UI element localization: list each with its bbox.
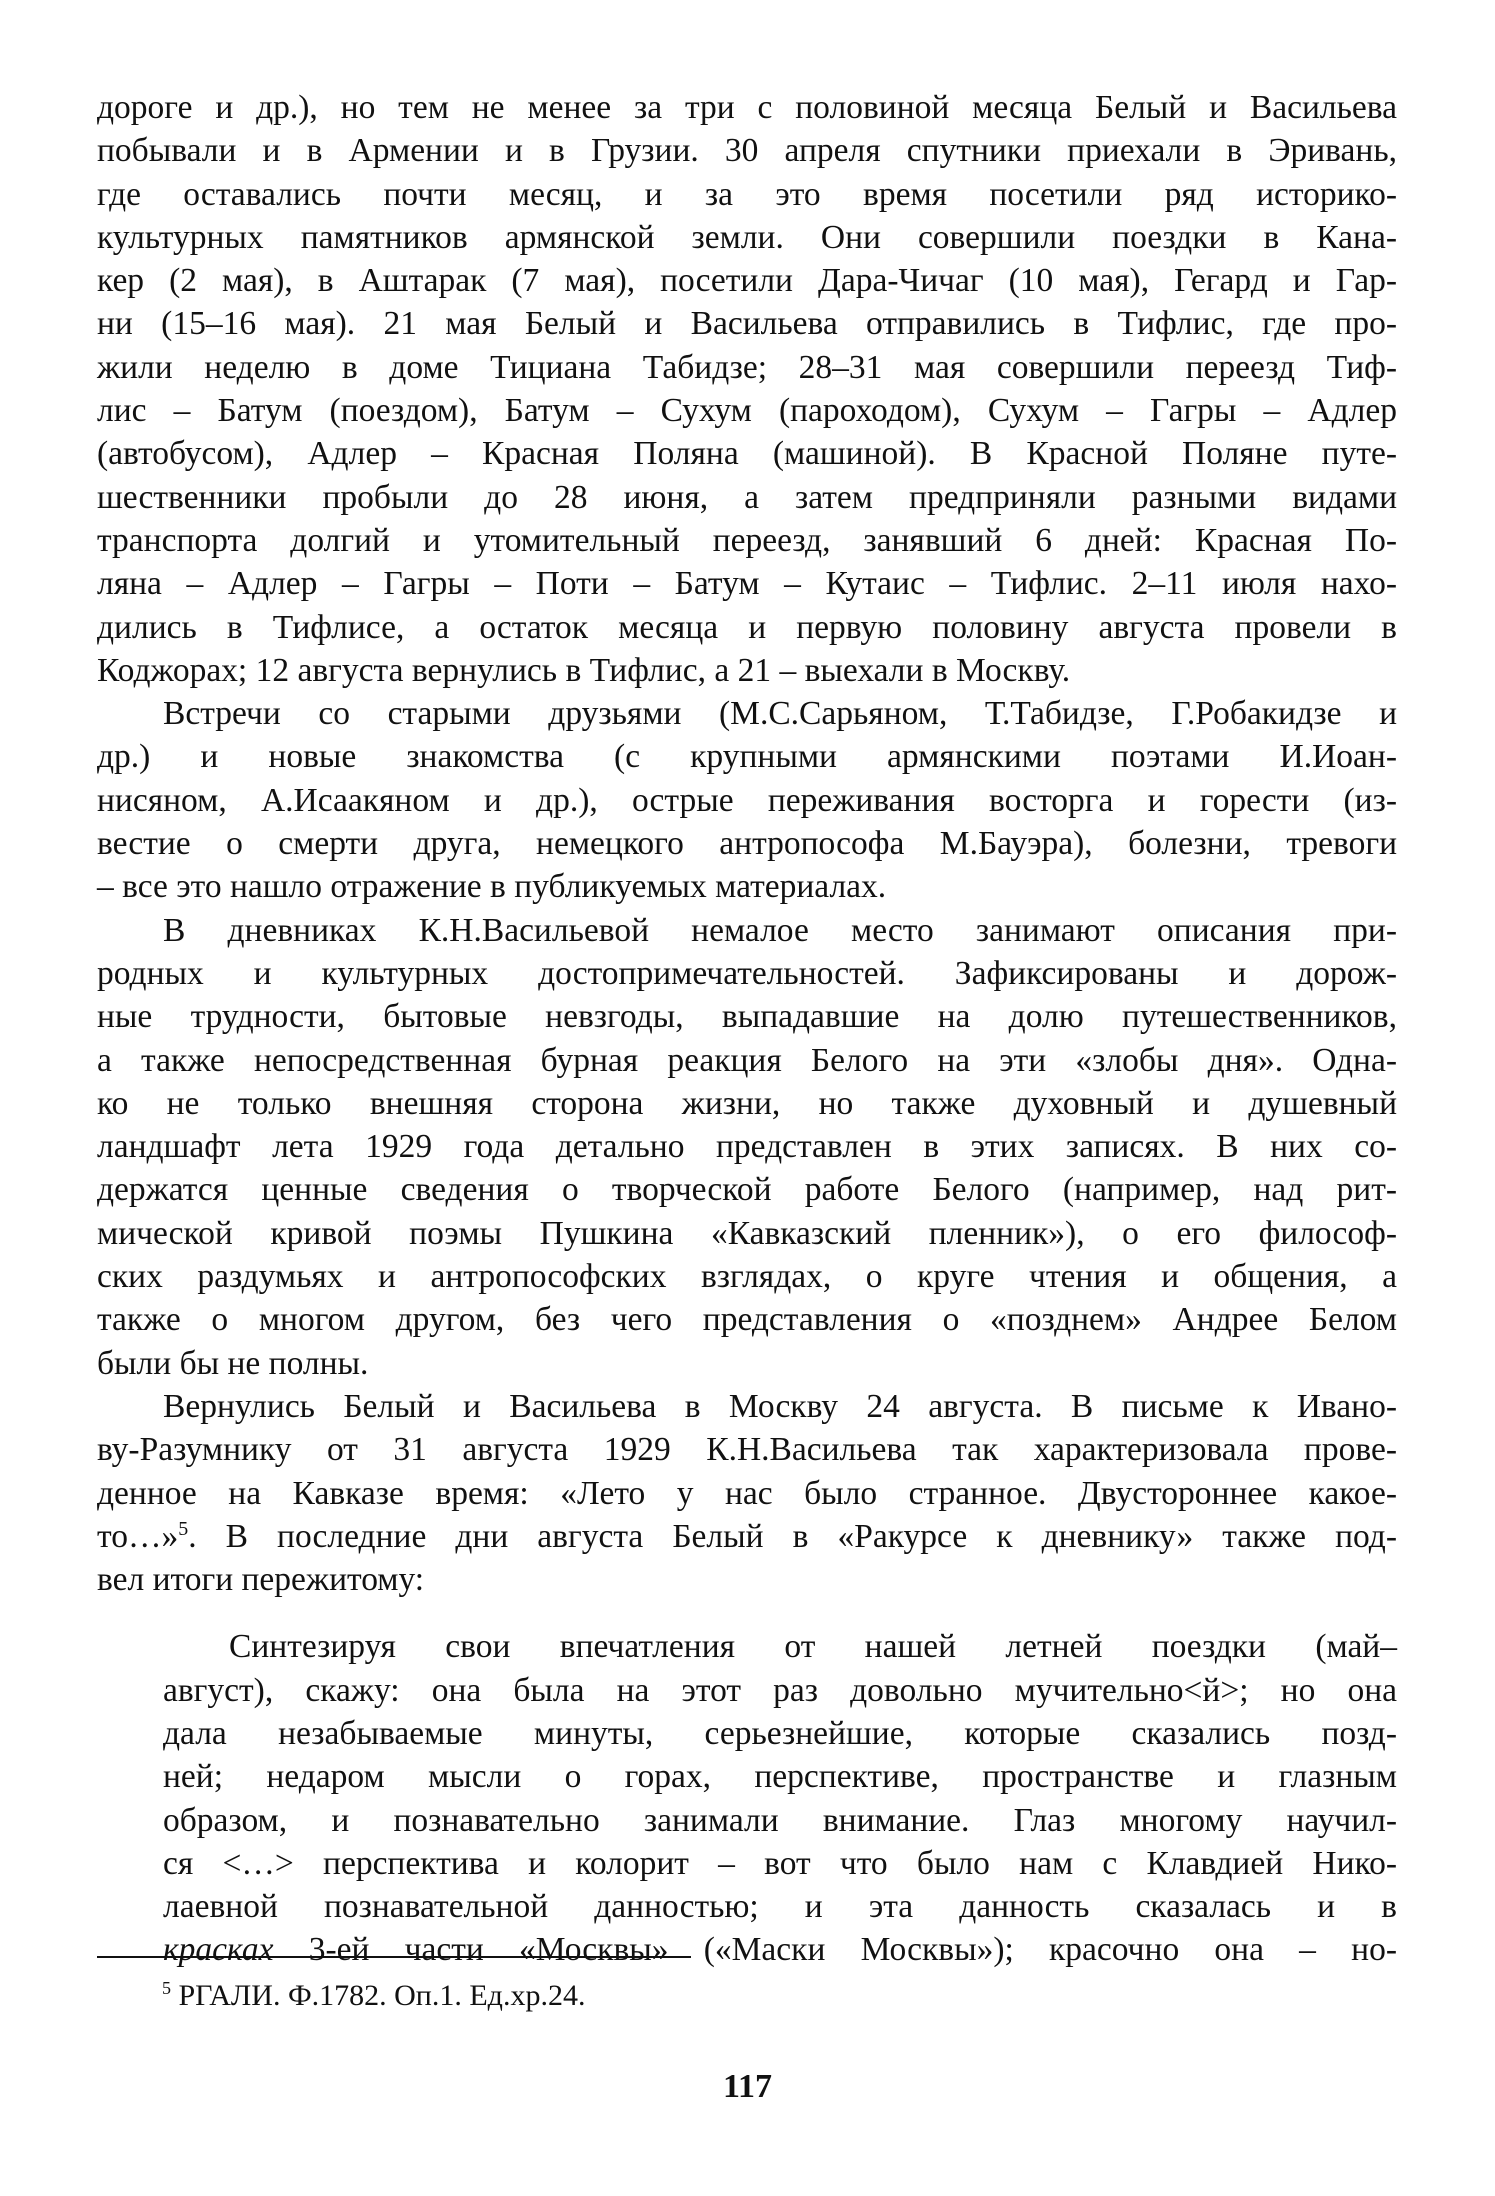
paragraph-1-line: дились в Тифлисе, а остаток месяца и первую половину августа провели в — [97, 608, 1397, 646]
paragraph-1-line: побывали и в Армении и в Грузии. 30 апреля спутники приехали в Эривань, — [97, 132, 1397, 170]
paragraph-2-line: – все это нашло отражение в публикуемых материалах. — [97, 868, 887, 906]
paragraph-1-line: шественники пробыли до 28 июня, а затем предприняли разными видами — [97, 478, 1397, 516]
footnote — [162, 1978, 585, 2014]
paragraph-1-line: культурных памятников армянской земли. Они совершили поездки в Кана- — [97, 218, 1397, 256]
paragraph-4-line: Вернулись Белый и Васильева в Москву 24 августа. В письме к Ивано- — [163, 1387, 1397, 1425]
paragraph-4 — [97, 1385, 1397, 1601]
paragraph-1-line: жили неделю в доме Тициана Табидзе; 28–31 мая совершили переезд Тиф- — [97, 348, 1397, 386]
quote-line: лаевной познавательной данностью; и эта данность сказалась и в — [163, 1888, 1397, 1926]
footnote-number: 5 — [162, 1978, 171, 1998]
paragraph-2 — [97, 692, 1397, 908]
paragraph-3-line: В дневниках К.Н.Васильевой немалое место занимают описания при- — [163, 911, 1397, 949]
footnote-reference[interactable]: 5 — [178, 1517, 189, 1540]
paragraph-1-line: кер (2 мая), в Аштарак (7 мая), посетили Дара-Чичаг (10 мая), Гегард и Гар- — [97, 262, 1397, 300]
quote-line — [163, 1928, 1397, 1971]
paragraph-4-line-text: то…» — [97, 1517, 179, 1555]
page-body — [97, 86, 1397, 1972]
quote-line: дала незабываемые минуты, серьезнейшие, которые сказались позд- — [163, 1714, 1397, 1752]
paragraph-1-line: (автобусом), Адлер – Красная Поляна (машиной). В Красной Поляне путе- — [97, 435, 1397, 473]
footnote-text: РГАЛИ. Ф.1782. Оп.1. Ед.хр.24. — [171, 1979, 586, 2012]
paragraph-1-line: ляна – Адлер – Гагры – Поти – Батум – Кутаис – Тифлис. 2–11 июля нахо- — [97, 565, 1397, 603]
block-quote — [163, 1625, 1397, 1971]
paragraph-3-line: ских раздумьях и антропософских взглядах, о круге чтения и общения, а — [97, 1258, 1397, 1296]
footnote-divider — [97, 1956, 691, 1958]
paragraph-4-line: ву-Разумнику от 31 августа 1929 К.Н.Васильева так характеризовала прове- — [97, 1431, 1397, 1469]
paragraph-2-line: др.) и новые знакомства (с крупными армянскими поэтами И.Иоан- — [97, 738, 1397, 776]
paragraph-4-line-text: . В последние дни августа Белый в «Ракурсе к дневнику» также под- — [188, 1517, 1397, 1555]
quote-line: образом, и познавательно занимали внимание. Глаз многому научил- — [163, 1801, 1397, 1839]
quote-line: ней; недаром мысли о горах, перспективе, пространстве и глазным — [163, 1758, 1397, 1796]
paragraph-4-line: денное на Кавказе время: «Лето у нас было странное. Двустороннее какое- — [97, 1474, 1397, 1512]
paragraph-3-line: были бы не полны. — [97, 1344, 369, 1382]
paragraph-3-line: ландшафт лета 1929 года детально представлен в этих записях. В них со- — [97, 1128, 1397, 1166]
quote-line: август), скажу: она была на этот раз довольно мучительно<й>; но она — [163, 1671, 1397, 1709]
paragraph-1-line: ни (15–16 мая). 21 мая Белый и Васильева отправились в Тифлис, где про- — [97, 305, 1397, 343]
paragraph-2-line: Встречи со старыми друзьями (М.С.Сарьяном, Т.Табидзе, Г.Робакидзе и — [163, 695, 1397, 733]
paragraph-3-line: родных и культурных достопримечательностей. Зафиксированы и дорож- — [97, 954, 1397, 992]
paragraph-3-line: мической кривой поэмы Пушкина «Кавказский пленник»), о его философ- — [97, 1214, 1397, 1252]
quote-italic-word: красках — [163, 1931, 274, 1969]
paragraph-1 — [97, 86, 1397, 692]
paragraph-3-line: ко не только внешняя сторона жизни, но также духовный и душевный — [97, 1084, 1397, 1122]
paragraph-2-line: вестие о смерти друга, немецкого антропософа М.Бауэра), болезни, тревоги — [97, 825, 1397, 863]
paragraph-1-line: транспорта долгий и утомительный переезд, занявший 6 дней: Красная По- — [97, 521, 1397, 559]
paragraph-3-line: держатся ценные сведения о творческой работе Белого (например, над рит- — [97, 1171, 1397, 1209]
paragraph-3-line: ные трудности, бытовые невзгоды, выпадавшие на долю путешественников, — [97, 998, 1397, 1036]
paragraph-4-line: вел итоги пережитому: — [97, 1561, 425, 1599]
paragraph-3 — [97, 909, 1397, 1385]
quote-line-text: 3-ей части «Москвы» («Маски Москвы»); красочно она – но- — [273, 1931, 1397, 1969]
paragraph-3-line: а также непосредственная бурная реакция Белого на эти «злобы дня». Одна- — [97, 1041, 1397, 1079]
paragraph-1-line: дороге и др.), но тем не менее за три с половиной месяца Белый и Васильева — [97, 89, 1397, 126]
paragraph-1-line: где оставались почти месяц, и за это время посетили ряд историко- — [97, 175, 1397, 213]
quote-line: ся <…> перспектива и колорит – вот что было нам с Клавдией Нико- — [163, 1844, 1397, 1882]
paragraph-4-line — [97, 1515, 1397, 1558]
quote-line: Синтезируя свои впечатления от нашей летней поездки (май– — [229, 1628, 1397, 1666]
paragraph-1-line: Коджорах; 12 августа вернулись в Тифлис, а 21 – выехали в Москву. — [97, 651, 1071, 689]
paragraph-1-line: лис – Батум (поездом), Батум – Сухум (пароходом), Сухум – Гагры – Адлер — [97, 392, 1397, 430]
page-number: 117 — [722, 2068, 773, 2105]
paragraph-2-line: нисяном, А.Исаакяном и др.), острые переживания восторга и горести (из- — [97, 781, 1397, 819]
paragraph-3-line: также о многом другом, без чего представления о «позднем» Андрее Белом — [97, 1301, 1397, 1339]
